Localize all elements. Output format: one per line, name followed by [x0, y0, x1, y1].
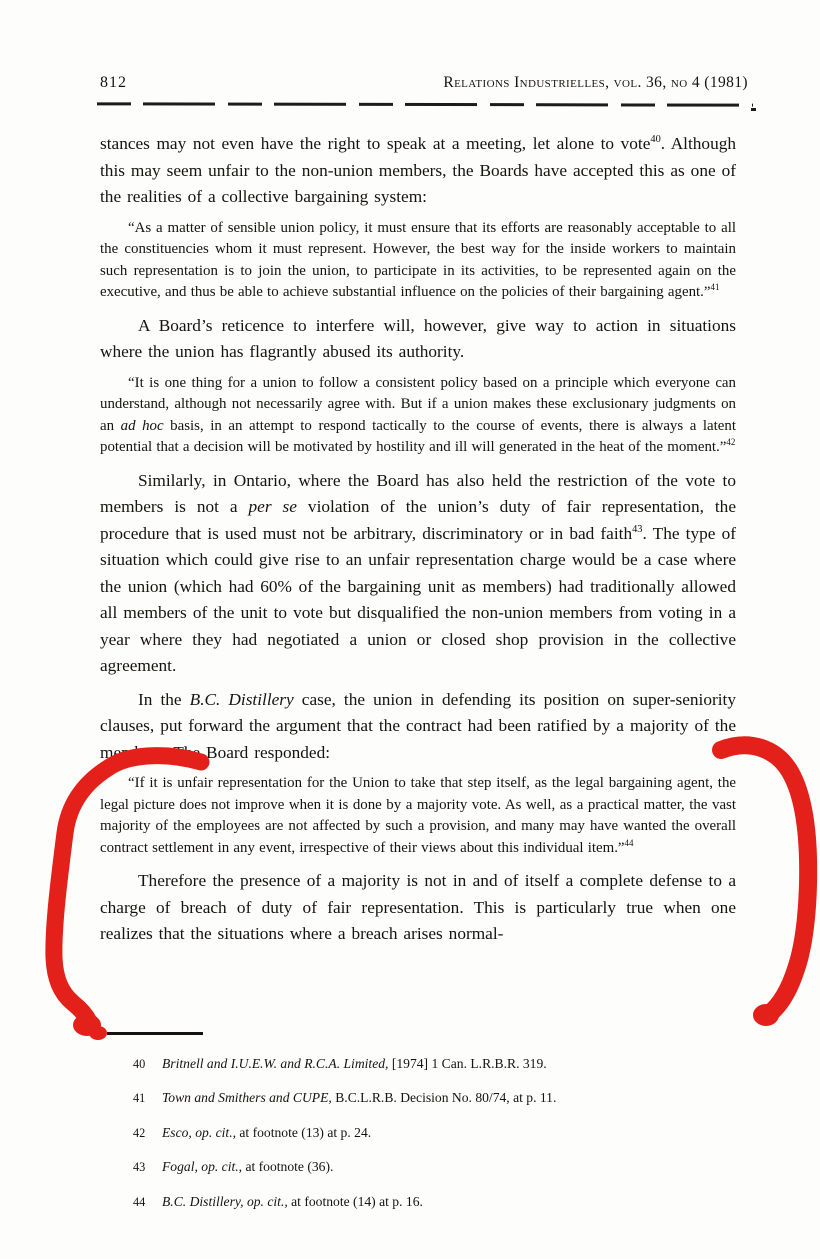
text-run: stances may not even have the right to speak at a meeting, let alone to vote — [100, 134, 651, 153]
body-paragraph — [100, 468, 736, 680]
italic-text: Britnell and I.U.E.W. and R.C.A. Limited, — [162, 1055, 389, 1071]
text-run: B.C.L.R.B. Decision No. 80/74, at p. 11. — [331, 1090, 557, 1106]
page-number: 812 — [100, 74, 127, 91]
footnote-number: 41 — [133, 1091, 146, 1106]
footnote-ref: 42 — [726, 437, 736, 448]
footnote-item — [100, 1191, 744, 1212]
footnote-number: 43 — [133, 1160, 146, 1175]
footnote-ref: 40 — [650, 134, 661, 146]
text-run: “As a matter of sensible union policy, it must ensure that its efforts are reasonably acceptable to all the constituencies whom it must represent. However, the best way for the inside workers to maintain such representation is to join the union, to participate in its activities, to be represented again on the executive, and thus be able to achieve substantial influence on the policies of their bargaining agent.” — [100, 219, 736, 300]
body-paragraph — [100, 687, 736, 767]
text-run: [1974] 1 Can. L.R.B.R. 319. — [388, 1055, 547, 1071]
text-run: at footnote (36). — [242, 1159, 334, 1175]
italic-text: per se — [248, 497, 297, 516]
footnote-ref: 43 — [632, 523, 643, 535]
text-run: “If it is unfair representation for the Union to take that step itself, as the legal bargaining agent, the legal picture does not improve when it is done by a majority vote. As well, as a practical matter, the vast majority of the employees are not affected by such a provision, and many may have wanted the overall contract settlement in any event, irrespective of their views about this individual item.” — [100, 775, 736, 856]
text-run: “It is one thing for a union to follow a consistent policy based on a principle which everyone can understand, although not necessarily agree with. But if a union makes these exclusionary judgments on an — [100, 374, 736, 434]
text-run: violation of the union’s duty of fair representation, the procedure that is used must not be arbitrary, discriminatory or in bad faith — [100, 497, 736, 543]
italic-text: Fogal, op. cit., — [162, 1159, 243, 1175]
footnote-item — [100, 1156, 744, 1177]
footnote-separator — [107, 1032, 203, 1035]
left-bracket-mark-blob — [73, 1014, 101, 1036]
block-quote — [100, 373, 736, 459]
footnotes-section — [100, 1039, 744, 1226]
body-paragraph — [100, 131, 736, 211]
article-body — [100, 131, 736, 955]
left-bracket-mark-tip — [89, 1026, 107, 1040]
block-quote — [100, 218, 736, 304]
italic-text: Esco, op. cit., — [162, 1124, 236, 1140]
footnote-ref: 44 — [624, 837, 634, 848]
footnote-number: 42 — [133, 1125, 146, 1140]
page-header — [100, 74, 748, 92]
footnote-ref: 41 — [710, 282, 720, 293]
text-run: at footnote (13) at p. 24. — [236, 1124, 372, 1140]
text-run: Similarly, in Ontario, where the Board has also held the restriction of the vote to members is not a — [100, 470, 736, 516]
text-run: at footnote (14) at p. 16. — [287, 1193, 423, 1209]
text-run: . Although this may seem unfair to the non-union members, the Boards have accepted this as one of the realities of a collective bargaining system: — [100, 134, 736, 206]
text-run: Therefore the presence of a majority is not in and of itself a complete defense to a charge of breach of duty of fair representation. This is particularly true when one realizes that the situations where a breach arises normal- — [100, 871, 736, 943]
footnote-item — [100, 1122, 744, 1143]
italic-text: B.C. Distillery, op. cit., — [162, 1193, 288, 1209]
text-run: In the — [138, 689, 190, 709]
block-quote — [100, 773, 736, 859]
body-paragraph — [100, 868, 736, 948]
text-run: A Board’s reticence to interfere will, however, give way to action in situations where the union has flagrantly abused its authority. — [100, 315, 736, 361]
italic-text: ad hoc — [120, 417, 164, 434]
journal-header-title: Relations Industrielles, vol. 36, no 4 (1981) — [443, 74, 748, 91]
footnote-number: 44 — [133, 1194, 146, 1209]
header-rule-dot — [751, 108, 756, 111]
footnote-number: 40 — [133, 1056, 146, 1071]
right-bracket-mark-blob — [753, 1004, 779, 1026]
text-run: . The type of situation which could give rise to an unfair representation charge would be a case where the union (which had 60% of the bargaining unit as members) had traditionally allowed all members of the unit to vote but disqualified the non-union members from voting in a year where they had negotiated a union or closed shop provision in the collective agreement. — [100, 523, 736, 675]
italic-text: Town and Smithers and CUPE, — [162, 1090, 332, 1106]
text-run: basis, in an attempt to respond tactically to the course of events, there is always a latent potential that a decision will be motivated by hostility and ill will generated in the heat of the moment.” — [100, 417, 736, 455]
body-paragraph — [100, 313, 736, 366]
footnote-item — [100, 1053, 744, 1074]
italic-text: B.C. Distillery — [189, 689, 294, 709]
text-run: case, the union in defending its position on super-seniority clauses, put forward the argument that the contract had been ratified by a majority of the members. The Board responded: — [100, 689, 736, 762]
footnote-item — [100, 1087, 744, 1108]
header-rule — [97, 102, 753, 106]
